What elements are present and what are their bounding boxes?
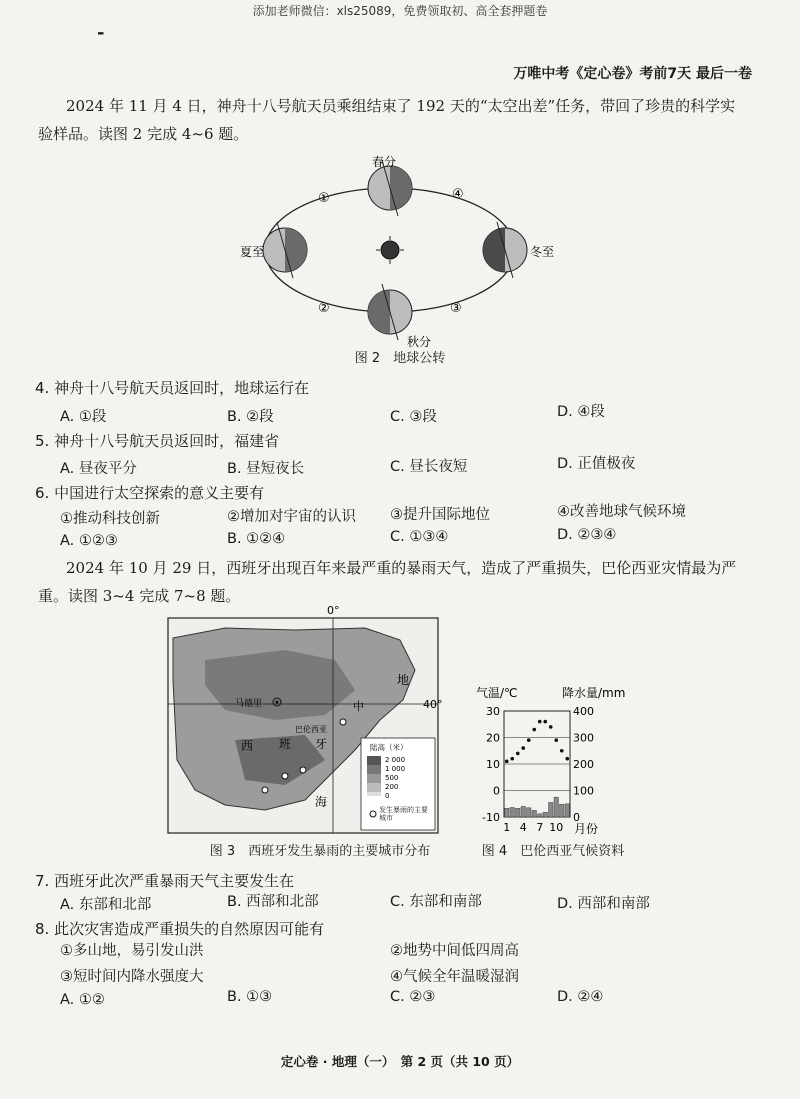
temp-tick-label: 10 (486, 758, 500, 771)
q8-option-c[interactable]: C. ②③ (390, 989, 436, 1005)
temp-point (538, 720, 542, 724)
segment-2-label: ② (318, 301, 330, 316)
temp-point (505, 760, 509, 764)
watermark-text: 添加老师微信：xls25089，免费领取初、高全套押题卷 (252, 4, 548, 18)
temp-point (527, 738, 531, 742)
lon-0-label: 0° (327, 604, 340, 617)
q6-option-c[interactable]: C. ①③④ (390, 529, 449, 545)
label-summer: 夏至 (240, 245, 265, 259)
valencia-marker (340, 719, 346, 725)
precip-tick-label: 100 (573, 784, 594, 798)
figure-4-climate-chart (470, 685, 640, 835)
svg-text:1 000: 1 000 (385, 765, 406, 773)
question-5-stem: 5. 神舟十八号航天员返回时，福建省 (35, 432, 280, 450)
intro-paragraph-1 (38, 92, 760, 120)
temp-axis-title: 气温/℃ (476, 686, 518, 700)
temp-tick-label: 0 (493, 784, 500, 798)
q6-statement-1: ①推动科技创新 (60, 511, 160, 527)
label-hai: 海 (315, 795, 328, 809)
q8-statement-2: ②地势中间低四周高 (390, 943, 519, 959)
q6-option-b[interactable]: B. ①②④ (227, 531, 286, 547)
earth-autumn-icon (368, 284, 412, 340)
question-4-stem: 4. 神舟十八号航天员返回时，地球运行在 (35, 379, 310, 397)
precip-bar (554, 797, 559, 817)
svg-text:0: 0 (385, 792, 390, 800)
precip-bar (565, 804, 570, 817)
q8-option-d[interactable]: D. ②④ (557, 989, 604, 1005)
map-legend (361, 738, 435, 830)
question-8-stem: 8. 此次灾害造成严重损失的自然原因可能有 (35, 920, 325, 938)
label-winter: 冬至 (530, 245, 555, 259)
month-tick-label: 10 (549, 821, 564, 834)
precip-bar (543, 812, 548, 817)
q7-option-d[interactable]: D. 西部和南部 (557, 896, 650, 912)
precip-bar (560, 804, 565, 817)
earth-winter-icon (483, 222, 527, 278)
label-spring: 春分 (372, 155, 397, 169)
label-zhong: 中 (353, 700, 364, 713)
label-xi: 西 (241, 739, 254, 753)
sun-icon (381, 241, 399, 259)
month-tick-label: 1 (503, 821, 511, 834)
month-axis-label: 月份 (574, 822, 599, 835)
temp-point (510, 757, 514, 761)
madrid-label: 马德里 (235, 699, 263, 709)
temp-point (532, 728, 536, 732)
q7-option-c[interactable]: C. 东部和南部 (390, 894, 482, 910)
intro1-line2: 验样品。读图 2 完成 4~6 题。 (38, 125, 249, 143)
temp-point (560, 749, 564, 753)
label-ban: 班 (279, 737, 292, 751)
figure-3-spain-map (165, 600, 445, 840)
precip-bar (549, 802, 554, 817)
intro2-line1: 2024 年 10 月 29 日，西班牙出现百年来最严重的暴雨天气，造成了严重损失，巴伦西亚灾情最为严 (66, 559, 737, 577)
figure-2-earth-revolution (240, 150, 570, 350)
precip-bar (538, 814, 543, 817)
q8-statement-4: ④气候全年温暖湿润 (390, 969, 519, 985)
label-di: 地 (397, 673, 410, 687)
q6-option-d[interactable]: D. ②③④ (557, 527, 617, 543)
precip-tick-label: 0 (573, 811, 580, 824)
figure-4-caption: 图 4 巴伦西亚气候资料 (481, 844, 625, 859)
precip-bar (505, 808, 510, 817)
figure-2-caption: 图 2 地球公转 (354, 351, 446, 366)
q7-option-b[interactable]: B. 西部和北部 (227, 894, 319, 910)
svg-text:500: 500 (385, 774, 399, 782)
temp-point (565, 757, 569, 761)
page-header: 万唯中考《定心卷》考前7天 最后一卷 (513, 66, 752, 82)
q4-option-b[interactable]: B. ②段 (227, 409, 274, 425)
temp-point (543, 720, 547, 724)
q6-option-a[interactable]: A. ①②③ (60, 533, 118, 549)
temp-point (549, 725, 553, 729)
q6-statement-2: ②增加对宇宙的认识 (227, 509, 356, 525)
precip-tick-label: 200 (573, 758, 594, 771)
precip-bar (521, 806, 526, 817)
svg-text:200: 200 (385, 783, 399, 791)
precip-tick-label: 300 (573, 731, 594, 745)
intro1-line1: 2024 年 11 月 4 日，神舟十八号航天员乘组结束了 192 天的“太空出差”任务，带回了珍贵的科学实 (66, 97, 736, 115)
precip-bar (510, 807, 515, 817)
temp-tick-label: -10 (482, 811, 500, 824)
temp-tick-label: 20 (486, 731, 500, 745)
temp-point (554, 738, 558, 742)
temp-point (521, 746, 525, 750)
q4-option-d[interactable]: D. ④段 (557, 404, 605, 420)
intro2-line2: 重。读图 3~4 完成 7~8 题。 (38, 587, 241, 605)
q4-option-c[interactable]: C. ③段 (390, 409, 437, 425)
precip-tick-label: 400 (573, 705, 594, 718)
q6-statement-3: ③提升国际地位 (390, 507, 490, 523)
valencia-label: 巴伦西亚 (295, 725, 327, 734)
q8-option-b[interactable]: B. ①③ (227, 989, 273, 1005)
segment-3-label: ③ (450, 301, 462, 316)
earth-summer-icon (263, 222, 307, 278)
precip-bar (532, 810, 537, 817)
page-footer: 定心卷 · 地理（一） 第 2 页（共 10 页） (280, 1054, 520, 1069)
legend-city-text: 发生暴雨的主要城市 (379, 806, 428, 822)
q6-statement-4: ④改善地球气候环境 (557, 504, 686, 520)
svg-text:陆高（米）: 陆高（米） (370, 743, 408, 752)
q8-statement-1: ①多山地，易引发山洪 (60, 943, 204, 959)
q8-option-a[interactable]: A. ①② (60, 992, 105, 1008)
q5-option-d[interactable]: D. 正值极夜 (557, 456, 636, 472)
lat-40-label: 40° (423, 698, 443, 711)
q8-statement-3: ③短时间内降水强度大 (60, 969, 204, 985)
segment-1-label: ① (318, 191, 330, 206)
q5-option-a[interactable]: A. 昼夜平分 (60, 461, 137, 477)
precip-axis-title: 降水量/mm (562, 686, 626, 700)
month-tick-label: 4 (519, 821, 527, 834)
precip-bar (527, 808, 532, 817)
precip-bar (516, 808, 521, 817)
q5-option-b[interactable]: B. 昼短夜长 (227, 461, 305, 477)
temp-tick-label: 30 (486, 705, 500, 718)
month-tick-label: 7 (536, 821, 544, 834)
q7-option-a[interactable]: A. 东部和北部 (60, 897, 152, 913)
mark-dash: - (97, 22, 105, 43)
question-7-stem: 7. 西班牙此次严重暴雨天气主要发生在 (35, 872, 295, 890)
label-ya: 牙 (315, 737, 328, 751)
svg-text:2 000: 2 000 (385, 756, 406, 764)
segment-4-label: ④ (452, 187, 464, 202)
q5-option-c[interactable]: C. 昼长夜短 (390, 459, 468, 475)
label-autumn: 秋分 (407, 335, 432, 349)
q4-option-a[interactable]: A. ①段 (60, 409, 107, 425)
question-6-stem: 6. 中国进行太空探索的意义主要有 (35, 484, 265, 502)
figure-3-caption: 图 3 西班牙发生暴雨的主要城市分布 (209, 844, 431, 859)
temp-point (516, 752, 520, 756)
